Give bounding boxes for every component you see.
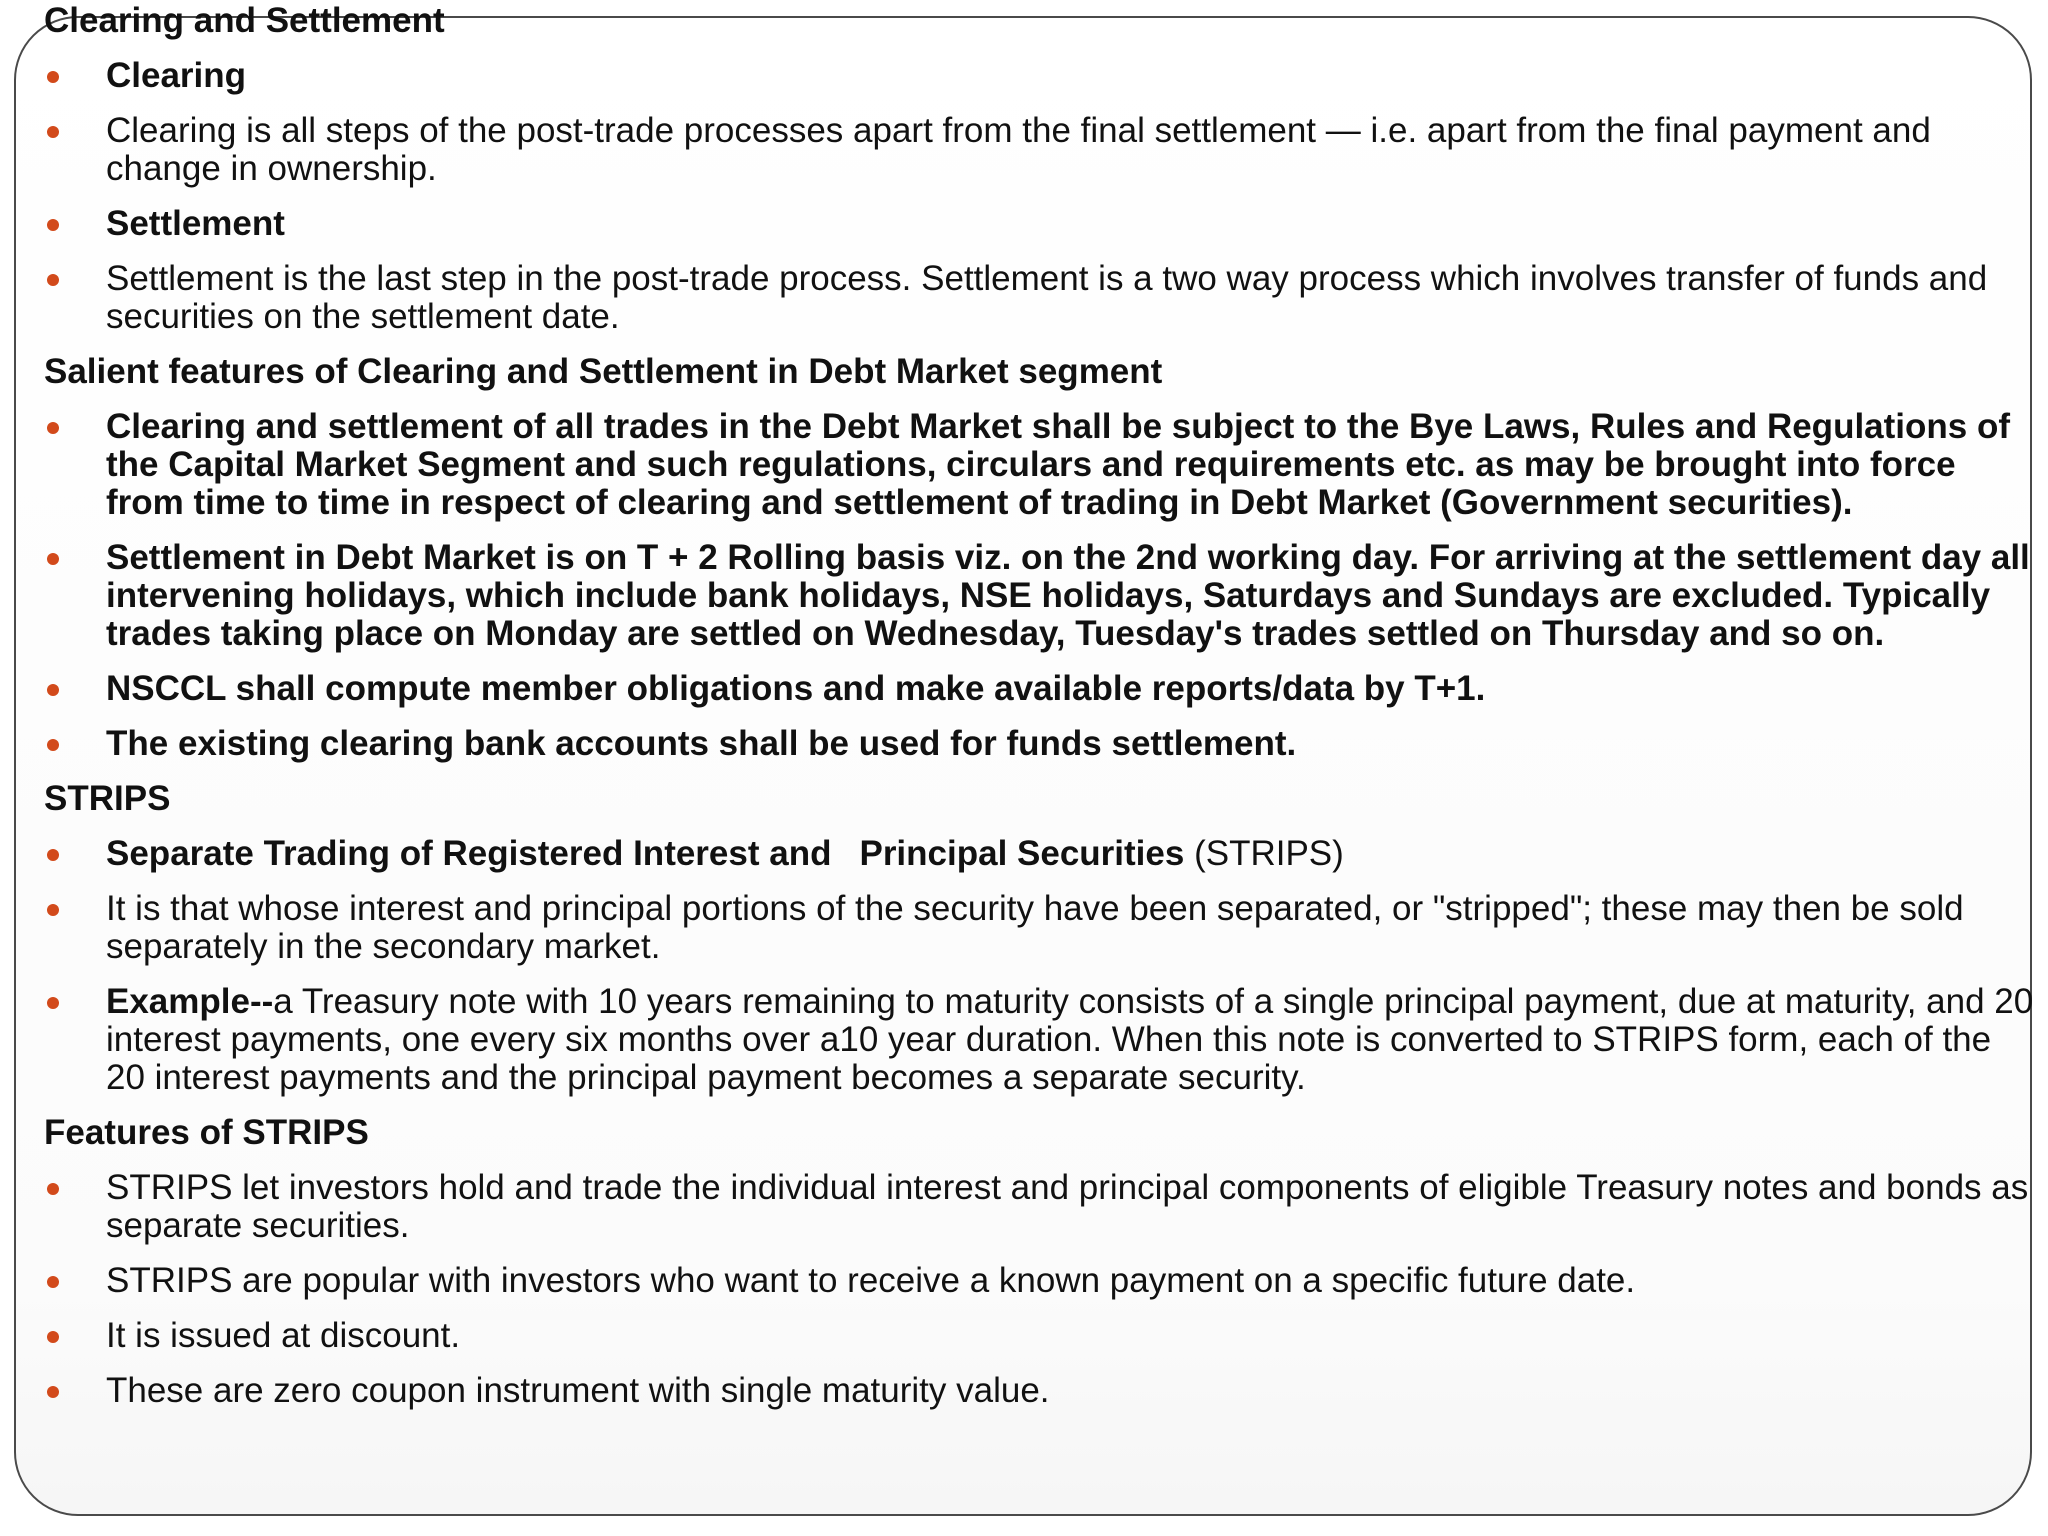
list-item [44, 57, 2034, 95]
bullet-icon [47, 849, 59, 861]
list-item [44, 112, 2034, 188]
strips-term-part1: Separate Trading of Registered Interest and [106, 834, 832, 873]
heading-features-strips: Features of STRIPS [44, 1113, 369, 1152]
list-item [44, 725, 2034, 763]
list-item [44, 260, 2034, 336]
bullet-text: NSCCL shall compute member obligations and make available reports/data by T+1. [106, 669, 1486, 708]
bullet-text: Clearing and settlement of all trades in the Debt Market shall be subject to the Bye Laws, Rules and Regulations of the Capital Market Segment and such regulations, circulars and requirements etc. as may be brought into force from time to time in respect of clearing and settlement of trading in Debt Market (Government securities). [106, 407, 2010, 522]
list-item [44, 1169, 2034, 1245]
bullet-icon [47, 1331, 59, 1343]
heading-clearing-settlement: Clearing and Settlement [44, 1, 445, 40]
bullet-icon [47, 274, 59, 286]
bullet-icon [47, 553, 59, 565]
bullet-icon [47, 997, 59, 1009]
bullet-text: Clearing is all steps of the post-trade processes apart from the final settlement — i.e. apart from the final payment and change in ownership. [106, 111, 1931, 188]
bullet-text: Settlement in Debt Market is on T + 2 Rolling basis viz. on the 2nd working day. For arriving at the settlement day all intervening holidays, which include bank holidays, NSE holidays, Saturdays and Sundays are excluded. Typically trades taking place on Monday are settled on Wednesday, Tuesday's trades settled on Thursday and so on. [106, 538, 2030, 653]
bullet-text: STRIPS are popular with investors who want to receive a known payment on a specific future date. [106, 1261, 1636, 1300]
bullet-icon [47, 219, 59, 231]
list-item [44, 983, 2034, 1097]
list-item [44, 1262, 2034, 1300]
bullet-icon [47, 739, 59, 751]
bullet-text: Settlement is the last step in the post-trade process. Settlement is a two way process which involves transfer of funds and securities on the settlement date. [106, 259, 1988, 336]
bullet-icon [47, 684, 59, 696]
bullet-icon [47, 1386, 59, 1398]
bullet-icon [47, 1276, 59, 1288]
list-item [44, 539, 2034, 653]
bullet-text: The existing clearing bank accounts shall be used for funds settlement. [106, 724, 1297, 763]
bullet-text: STRIPS let investors hold and trade the individual interest and principal components of eligible Treasury notes and bonds as separate securities. [106, 1168, 2029, 1245]
bullet-text: These are zero coupon instrument with single maturity value. [106, 1371, 1050, 1410]
example-text: a Treasury note with 10 years remaining to maturity consists of a single principal payment, due at maturity, and 20 interest payments, one every six months over a10 year duration. When this note is converted to STRIPS form, each of the 20 interest payments and the principal payment becomes a separate security. [106, 982, 2034, 1097]
list-item [44, 835, 2034, 873]
example-label: Example-- [106, 982, 274, 1021]
list-item [44, 1372, 2034, 1410]
bullet-icon [47, 1183, 59, 1195]
slide-content [44, 2, 2034, 1427]
list-item [44, 670, 2034, 708]
strips-acronym: (STRIPS) [1184, 834, 1344, 873]
bullet-text: It is that whose interest and principal portions of the security have been separated, or "stripped"; these may then be sold separately in the secondary market. [106, 889, 1964, 966]
bullet-icon [47, 126, 59, 138]
bullet-text: Settlement [106, 204, 285, 243]
list-item [44, 1317, 2034, 1355]
strips-term-part2: Principal Securities [859, 834, 1185, 873]
bullet-icon [47, 904, 59, 916]
bullet-text: It is issued at discount. [106, 1316, 461, 1355]
list-item [44, 205, 2034, 243]
heading-salient-features: Salient features of Clearing and Settlement in Debt Market segment [44, 352, 1163, 391]
bullet-text: Clearing [106, 56, 247, 95]
bullet-icon [47, 422, 59, 434]
bullet-icon [47, 71, 59, 83]
list-item [44, 890, 2034, 966]
heading-strips: STRIPS [44, 779, 171, 818]
list-item [44, 408, 2034, 522]
